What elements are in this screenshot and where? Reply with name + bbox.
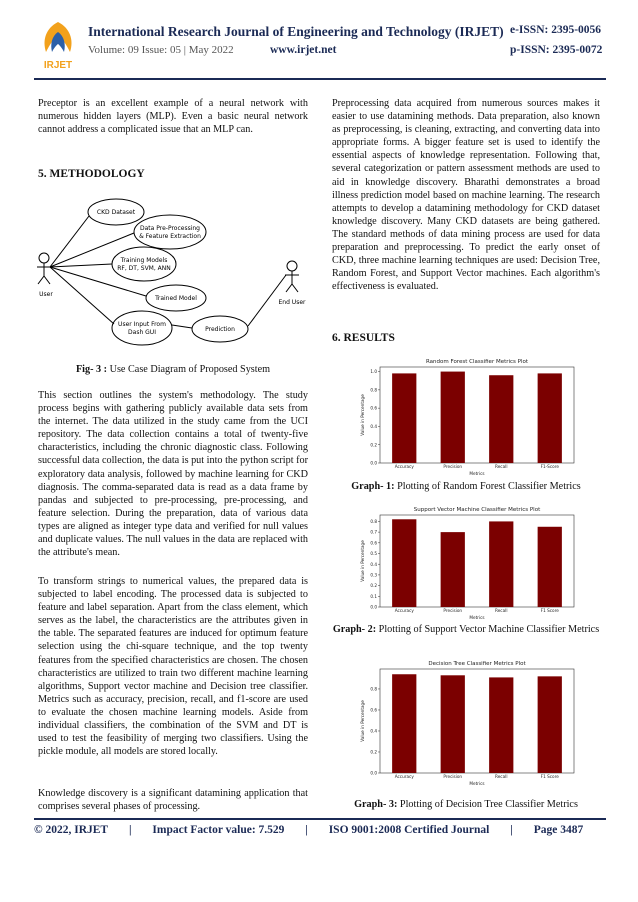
usecase-prediction: Prediction [205, 326, 235, 333]
y-tick-label: 0.5 [370, 551, 377, 557]
usecase-trained-model: Trained Model [155, 295, 197, 302]
y-tick-label: 0.6 [370, 540, 377, 546]
chart-decision-tree [356, 657, 578, 787]
intro-paragraph: Preceptor is an excellent example of a neural network with numerous hidden layers (MLP). Even a basic neural network cannot address a complicated issue that an MLP can. [38, 98, 308, 136]
graph-3-caption [332, 799, 600, 810]
graph-3-caption-label: Graph- 3: [354, 799, 398, 810]
actor-user: User [39, 291, 53, 298]
figure-caption-text: Use Case Diagram of Proposed System [107, 364, 271, 375]
chart-random-forest [356, 355, 578, 477]
x-axis-label: Metrics [469, 781, 485, 786]
logo-text: IRJET [43, 60, 73, 71]
y-tick-label: 0.0 [370, 460, 377, 466]
graph-3-caption-text: Plotting of Decision Tree Classifier Metrics [397, 799, 578, 810]
footer-sep-1: | [128, 824, 132, 836]
bar-2 [441, 532, 465, 607]
y-tick-label: 0.4 [370, 728, 377, 734]
y-tick-label: 0.1 [370, 593, 377, 599]
methodology-paragraph-2: To transform strings to numerical values, the prepared data is subjected to label encoding. The processed data is subjected to feature and label separation. Apart from the class element, which serves as the label, the characteristics are the attributes given in the table. The separated features are induced for optimum feature selection using the chi-square technique, and the top twenty features from the specified characteristics are chosen. The chosen characteristics are utilized to train two different machine learning algorithms, Support vector machine and Decision tree classifier. Metrics such as accuracy, precision, recall, and f1-score are used to evaluate the chosen machine learning models. Aside from individual classifiers, the combination of the SVM and DT is used to test the feasibility of merging two classifiers. Using the pickle module, all models are stored locally. [38, 576, 308, 758]
footer-iso: ISO 9001:2008 Certified Journal [328, 824, 490, 836]
footer-rule [34, 818, 606, 820]
pissn: p-ISSN: 2395-0072 [510, 44, 603, 56]
y-tick-label: 0.8 [370, 519, 377, 525]
x-tick-label: Recall [495, 464, 508, 469]
graph-1-caption-label: Graph- 1: [351, 481, 395, 492]
x-tick-label: Recall [495, 774, 508, 779]
y-tick-label: 0.0 [370, 770, 377, 776]
bar-3 [489, 521, 513, 607]
header-rule [34, 78, 606, 80]
figure-caption [38, 364, 308, 375]
x-tick-label: F1-Score [540, 464, 559, 469]
graph-2-caption-label: Graph- 2: [332, 624, 377, 635]
y-tick-label: 0.8 [370, 387, 377, 393]
x-tick-label: Precision [443, 774, 463, 779]
y-tick-label: 1.0 [370, 369, 377, 375]
usecase-training-line1: Training Models [120, 257, 168, 264]
y-tick-label: 0.2 [370, 583, 377, 589]
chart-title: Decision Tree Classifier Metrics Plot [428, 661, 526, 667]
preprocessing-paragraph: Preprocessing data acquired from numerous sources makes it easier to use datamining methods. Data preparation, also known as preprocessing, is cleaning, extracting, and converting data into appropriate forms. A bigger feature set is used to identify the essential aspects of knowledge representation. Following that, several categorization or pattern assessment methods are used to aid in knowledge discovery. Bharathi demonstrates a broad illness prediction model based on machine learning. The research attempts to develop a datamining methodology for CKD dataset knowledge discovery. Many CKD datasets are being gathered. The standard methods of data mining process are used for data preparation and preprocessing. To predict the early onset of CKD, three machine learning techniques are used: Decision Tree, Random Forest, and Support Vector machines. Each algorithm's effectiveness is evaluated. [332, 98, 600, 293]
irjet-logo [36, 18, 80, 74]
y-tick-label: 0.8 [370, 686, 377, 692]
graph-2-caption-text: Plotting of Support Vector Machine Classifier Metrics [376, 624, 600, 635]
y-tick-label: 0.7 [370, 529, 377, 535]
bar-2 [441, 675, 465, 773]
y-tick-label: 0.6 [370, 405, 377, 411]
bar-4 [538, 527, 562, 607]
y-tick-label: 0.2 [370, 749, 377, 755]
x-tick-label: Accuracy [394, 464, 414, 469]
volume-issue: Volume: 09 Issue: 05 | May 2022 [88, 44, 234, 56]
chart-title: Support Vector Machine Classifier Metrics Plot [413, 507, 541, 513]
y-tick-label: 0.6 [370, 707, 377, 713]
y-axis-label: Value in Percentage [360, 700, 365, 742]
x-tick-label: F1 Score [540, 774, 559, 779]
eissn: e-ISSN: 2395-0056 [510, 24, 602, 36]
bar-4 [538, 676, 562, 773]
graph-2-caption [332, 623, 600, 636]
chart-svg [356, 503, 578, 621]
journal-url[interactable]: www.irjet.net [270, 44, 337, 56]
footer-sep-2: | [305, 824, 308, 836]
y-tick-label: 0.3 [370, 572, 377, 578]
chart-title: Random Forest Classifier Metrics Plot [425, 359, 529, 365]
y-tick-label: 0.4 [370, 424, 377, 430]
y-axis-label: Value in Percentage [360, 394, 365, 436]
x-tick-label: Precision [443, 608, 463, 613]
usecase-preprocessing-line1: Data Pre-Processing [140, 225, 200, 232]
usecase-user-input-line2: Dash GUI [128, 329, 156, 336]
figure-caption-label: Fig- 3 : [75, 364, 108, 375]
journal-title: International Research Journal of Engineering and Technology (IRJET) [88, 24, 504, 39]
bar-1 [392, 519, 416, 607]
methodology-paragraph-3: Knowledge discovery is a significant datamining application that comprises several phases of processing. [38, 788, 308, 813]
use-case-diagram [34, 192, 314, 362]
x-axis-label: Metrics [469, 615, 485, 620]
actor-end-user: End User [278, 299, 306, 306]
y-axis-label: Value in Percentage [360, 540, 365, 582]
x-tick-label: Recall [495, 608, 508, 613]
methodology-paragraph-1: This section outlines the system's methodology. The study process begins with gathering publicly available data sets from the internet. The data utilized in the study came from the UCI repository. The data collection contains a total of twenty-five characteristics, including the chronic diagnostic class. Following successful data collection, the data is put into the python script for exploratory data analysis, followed by machine learning for CKD diagnosis. The comma-separated data is read as a data frame by pandas and subjected to pre-processing, pre-processing, and feature selection. During the preparation, data of various data types are aligned as integer type data and verified for null values and duplicate values. The null values in the data are replaced with the attribute's mean. [38, 390, 308, 559]
usecase-ckd-dataset: CKD Dataset [96, 209, 136, 216]
footer-impact-factor: Impact Factor value: 7.529 [152, 824, 285, 836]
footer-sep-3: | [510, 824, 513, 836]
x-tick-label: F1 Score [540, 608, 559, 613]
x-tick-label: Precision [443, 464, 463, 469]
y-tick-label: 0.0 [370, 604, 377, 610]
footer-page-number: Page 3487 [533, 824, 584, 836]
bar-2 [441, 372, 465, 463]
usecase-training-line2: RF, DT, SVM, ANN [117, 265, 171, 272]
chart-svg [356, 355, 578, 477]
bar-3 [489, 677, 513, 773]
usecase-user-input-line1: User Input From [118, 321, 166, 328]
bar-3 [489, 375, 513, 463]
bar-1 [392, 373, 416, 463]
section-methodology-heading: 5. METHODOLOGY [38, 168, 145, 180]
graph-1-caption [332, 481, 600, 492]
section-results-heading: 6. RESULTS [332, 332, 395, 344]
bar-4 [538, 373, 562, 463]
x-tick-label: Accuracy [394, 608, 414, 613]
graph-1-caption-text: Plotting of Random Forest Classifier Metrics [394, 481, 581, 492]
footer [34, 824, 606, 836]
bar-1 [392, 674, 416, 773]
footer-copyright: © 2022, IRJET [34, 824, 109, 836]
x-tick-label: Accuracy [394, 774, 414, 779]
usecase-preprocessing-line2: & Feature Extraction [139, 233, 201, 240]
y-tick-label: 0.2 [370, 442, 377, 448]
chart-svg [356, 657, 578, 787]
x-axis-label: Metrics [469, 471, 485, 476]
chart-svm [356, 503, 578, 621]
y-tick-label: 0.4 [370, 561, 377, 567]
